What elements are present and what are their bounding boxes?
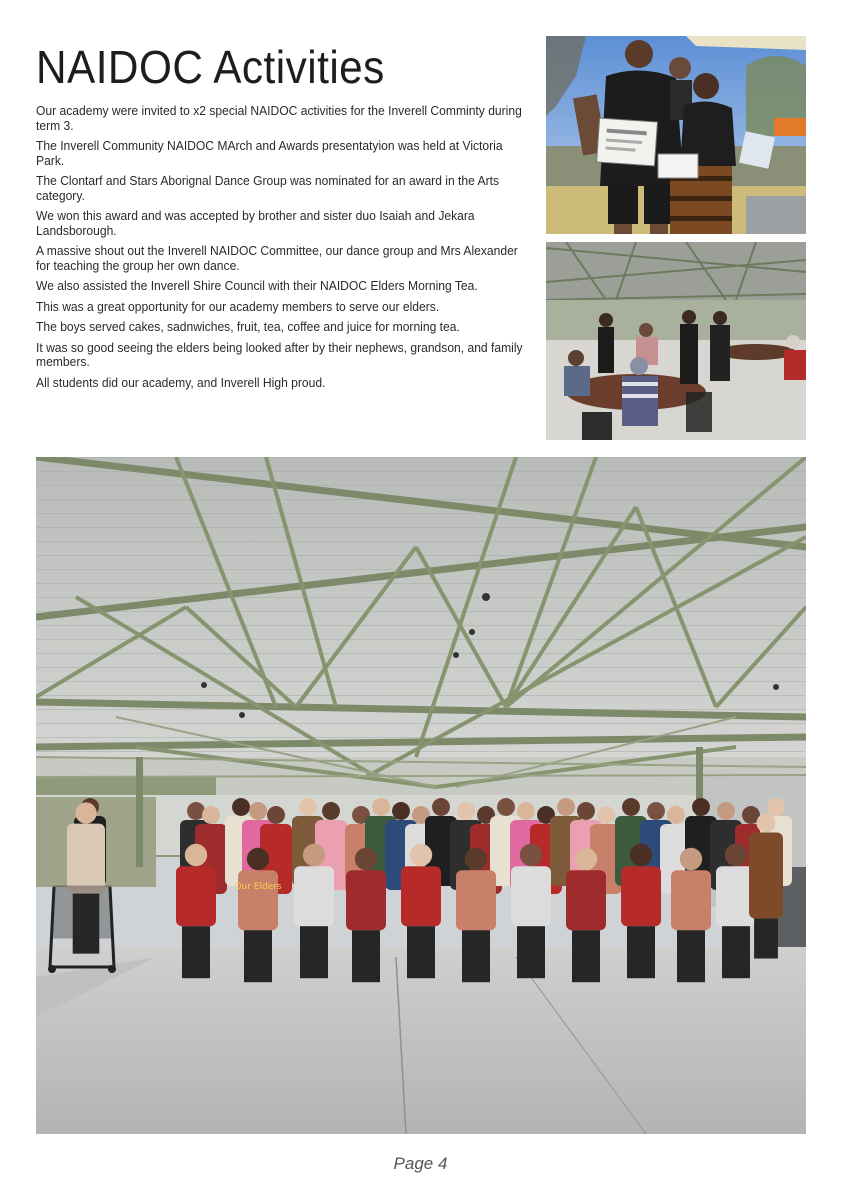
elders-group-photo xyxy=(36,457,806,1134)
shirt-print-text: Our Elders xyxy=(234,882,282,892)
paragraph: All students did our academy, and Inverell High proud. xyxy=(36,374,326,390)
paragraph: It was so good seeing the elders being looked after by their nephews, grandson, and family members. xyxy=(36,339,523,369)
paragraph: Our academy were invited to x2 special NAIDOC activities for the Inverell Comminty during term 3. xyxy=(36,103,522,133)
award-presentation-photo xyxy=(546,36,806,234)
paragraph: We also assisted the Inverell Shire Council with their NAIDOC Elders Morning Tea. xyxy=(36,278,478,293)
paragraph: We won this award and was accepted by brother and sister duo Isaiah and Jekara Landsborough. xyxy=(36,208,475,238)
article-body xyxy=(36,104,528,396)
paragraph: This was a great opportunity for our academy members to serve our elders. xyxy=(36,298,440,314)
paragraph: The Clontarf and Stars Aborignal Dance Group was nominated for an award in the Arts category. xyxy=(36,173,500,203)
paragraph: A massive shout out the Inverell NAIDOC Committee, our dance group and Mrs Alexander for teaching the group her own dance. xyxy=(36,243,518,273)
paragraph: The Inverell Community NAIDOC MArch and Awards presentatyion was held at Victoria Park. xyxy=(36,138,503,168)
page-title: NAIDOC Activities xyxy=(36,41,385,93)
paragraph: The boys served cakes, sadnwiches, fruit, tea, coffee and juice for morning tea. xyxy=(36,319,460,334)
page-number: Page 4 xyxy=(393,1154,448,1173)
morning-tea-photo xyxy=(546,242,806,440)
